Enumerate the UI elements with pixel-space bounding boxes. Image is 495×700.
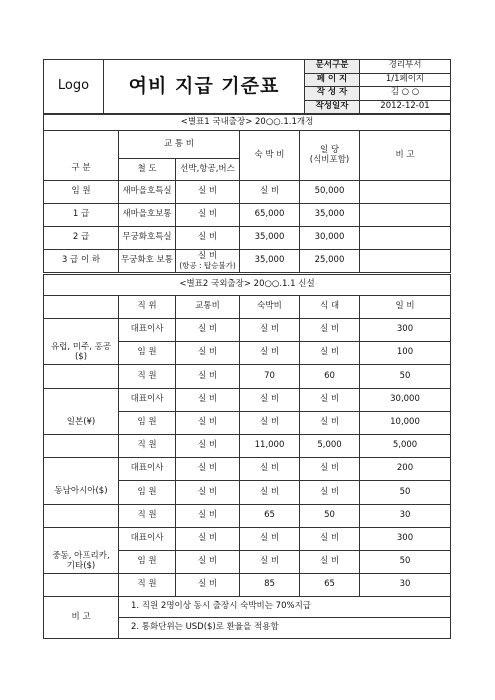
ship-air-bus-value: 실 비	[197, 209, 218, 220]
region-cell	[44, 342, 119, 365]
meal-cell: 실 비	[300, 319, 360, 342]
region-cell	[44, 550, 119, 573]
overseas-header-daily: 일 비	[360, 296, 451, 319]
position-cell: 대표이사	[119, 527, 176, 550]
notes-row	[44, 597, 451, 618]
table-row	[44, 574, 451, 597]
domestic-header-rail: 철 도	[119, 159, 176, 181]
transport-cell: 실 비	[176, 342, 240, 365]
daily-cell: 5,000	[360, 434, 451, 457]
table-row	[44, 319, 451, 342]
position-cell: 임 원	[119, 411, 176, 434]
meta-value-page: 1/1페이지	[360, 73, 451, 87]
note-cell	[360, 250, 451, 273]
grade-cell: 임 원	[44, 181, 119, 204]
grade-cell: 3 급 이 하	[44, 250, 119, 273]
domestic-header-daily-label: 일 당	[319, 144, 340, 155]
domestic-header-note: 비 고	[360, 131, 451, 181]
note-cell	[360, 181, 451, 204]
position-cell: 임 원	[119, 342, 176, 365]
table-row	[44, 481, 451, 504]
domestic-header-ship-air-bus: 선박,항공,버스	[176, 159, 240, 181]
region-cell	[44, 481, 119, 504]
table-row	[44, 181, 451, 204]
lodging-cell: 실 비	[240, 550, 300, 573]
lodging-cell: 실 비	[240, 527, 300, 550]
lodging-cell: 실 비	[240, 181, 300, 204]
table-row	[44, 434, 451, 457]
transport-cell: 실 비	[176, 434, 240, 457]
table-row	[44, 227, 451, 250]
meal-cell: 5,000	[300, 434, 360, 457]
note-cell	[360, 227, 451, 250]
table-row	[44, 504, 451, 527]
position-cell: 대표이사	[119, 458, 176, 481]
lodging-cell: 실 비	[240, 481, 300, 504]
region-name: 유럽, 미주, 홍공($)	[50, 342, 112, 363]
overseas-header-meal: 식 대	[300, 296, 360, 319]
meta-value-date: 2012-12-01	[360, 100, 451, 114]
table-row	[44, 550, 451, 573]
transport-cell: 실 비	[176, 388, 240, 411]
meal-cell: 실 비	[300, 411, 360, 434]
ship-air-bus-cell	[176, 181, 240, 204]
notes-label: 비 고	[44, 597, 119, 639]
table-row	[44, 388, 451, 411]
rail-cell: 무궁화호특실	[119, 227, 176, 250]
note-text: 1. 직원 2명이상 동시 출장시 숙박비는 70%지급	[119, 597, 451, 618]
position-cell: 대표이사	[119, 319, 176, 342]
daily-cell: 30	[360, 504, 451, 527]
region-cell	[44, 527, 119, 550]
meal-cell: 60	[300, 365, 360, 388]
daily-cell: 30,000	[300, 227, 360, 250]
overseas-header-lodging: 숙박비	[240, 296, 300, 319]
region-cell	[44, 319, 119, 342]
company-logo: Logo	[44, 60, 104, 114]
ship-air-bus-cell	[176, 227, 240, 250]
domestic-header-daily	[300, 131, 360, 181]
transport-cell: 실 비	[176, 527, 240, 550]
document-header	[43, 59, 451, 114]
meal-cell: 50	[300, 504, 360, 527]
daily-cell: 30,000	[360, 388, 451, 411]
overseas-rows	[44, 319, 451, 639]
position-cell: 임 원	[119, 481, 176, 504]
ship-air-bus-cell	[176, 250, 240, 273]
meta-label-date: 작성일자	[305, 100, 360, 114]
meal-cell: 실 비	[300, 550, 360, 573]
table-row	[44, 204, 451, 227]
lodging-cell: 65	[240, 504, 300, 527]
region-cell	[44, 434, 119, 457]
ship-air-bus-value: 실 비	[197, 250, 218, 261]
lodging-cell: 85	[240, 574, 300, 597]
overseas-travel-table	[43, 274, 451, 639]
region-cell	[44, 458, 119, 481]
meta-label-author: 작 성 자	[305, 87, 360, 101]
meta-label-doc-type: 문서구분	[305, 60, 360, 74]
meta-value-author: 김 ○ ○	[360, 87, 451, 101]
position-cell: 직 원	[119, 434, 176, 457]
transport-cell: 실 비	[176, 574, 240, 597]
domestic-corner-cell	[44, 131, 119, 159]
transport-cell: 실 비	[176, 365, 240, 388]
daily-cell: 50	[360, 550, 451, 573]
daily-cell: 50,000	[300, 181, 360, 204]
table-row	[44, 342, 451, 365]
meal-cell: 65	[300, 574, 360, 597]
daily-cell: 30	[360, 574, 451, 597]
region-cell	[44, 574, 119, 597]
daily-cell: 25,000	[300, 250, 360, 273]
region-cell	[44, 504, 119, 527]
daily-cell: 10,000	[360, 411, 451, 434]
grade-cell: 1 급	[44, 204, 119, 227]
region-name: 중동, 아프리카, 기타($)	[52, 550, 110, 571]
note-cell	[360, 204, 451, 227]
table-row	[44, 250, 451, 273]
lodging-cell: 실 비	[240, 411, 300, 434]
page-title: 여비 지급 기준표	[104, 60, 305, 114]
table-row	[44, 365, 451, 388]
table-row	[44, 458, 451, 481]
lodging-cell: 실 비	[240, 458, 300, 481]
daily-cell: 100	[360, 342, 451, 365]
lodging-cell: 실 비	[240, 342, 300, 365]
note-text: 2. 통화단위는 USD($)로 환율을 적용함	[119, 618, 451, 639]
transport-cell: 실 비	[176, 319, 240, 342]
domestic-header-daily-sub: (식비포함)	[309, 154, 350, 165]
daily-cell: 300	[360, 319, 451, 342]
domestic-caption: <별표1 국내출장> 20○○.1.1개정	[44, 115, 451, 131]
region-name: 일본(¥)	[66, 416, 96, 427]
lodging-cell: 35,000	[240, 250, 300, 273]
transport-cell: 실 비	[176, 411, 240, 434]
position-cell: 직 원	[119, 574, 176, 597]
overseas-header-transport: 교통비	[176, 296, 240, 319]
transport-cell: 실 비	[176, 504, 240, 527]
position-cell: 임 원	[119, 550, 176, 573]
region-name: 동남아시아($)	[54, 486, 108, 497]
transport-cell: 실 비	[176, 458, 240, 481]
domestic-rows	[44, 181, 451, 273]
meal-cell: 실 비	[300, 527, 360, 550]
grade-cell: 2 급	[44, 227, 119, 250]
meal-cell: 실 비	[300, 388, 360, 411]
domestic-header-category: 구 분	[44, 159, 119, 181]
lodging-cell: 70	[240, 365, 300, 388]
region-cell	[44, 411, 119, 434]
table-row	[44, 527, 451, 550]
rail-cell: 새마을호보통	[119, 204, 176, 227]
daily-cell: 50	[360, 481, 451, 504]
domestic-travel-table	[43, 114, 451, 273]
lodging-cell: 실 비	[240, 319, 300, 342]
meta-value-doc-type: 경리부서	[360, 60, 451, 74]
ship-air-bus-note: (항공 : 탑승불가)	[179, 260, 236, 270]
daily-cell: 35,000	[300, 204, 360, 227]
rail-cell: 무궁화호 보통	[119, 250, 176, 273]
lodging-cell: 실 비	[240, 388, 300, 411]
daily-cell: 200	[360, 458, 451, 481]
position-cell: 대표이사	[119, 388, 176, 411]
overseas-header-position: 직 위	[119, 296, 176, 319]
region-cell	[44, 388, 119, 411]
transport-cell: 실 비	[176, 550, 240, 573]
table-row	[44, 411, 451, 434]
lodging-cell: 35,000	[240, 227, 300, 250]
domestic-header-transport: 교 통 비	[119, 131, 240, 159]
position-cell: 직 원	[119, 504, 176, 527]
overseas-caption: <별표2 국외출장> 20○○.1.1 신설	[44, 275, 451, 296]
ship-air-bus-value: 실 비	[197, 232, 218, 243]
domestic-header-lodging: 숙 박 비	[240, 131, 300, 181]
lodging-cell: 11,000	[240, 434, 300, 457]
meal-cell: 실 비	[300, 481, 360, 504]
transport-cell: 실 비	[176, 481, 240, 504]
ship-air-bus-value: 실 비	[197, 186, 218, 197]
daily-cell: 50	[360, 365, 451, 388]
region-cell	[44, 365, 119, 388]
daily-cell: 300	[360, 527, 451, 550]
meta-label-page: 페 이 지	[305, 73, 360, 87]
overseas-header-region	[44, 296, 119, 319]
rail-cell: 새마을호특실	[119, 181, 176, 204]
position-cell: 직 원	[119, 365, 176, 388]
ship-air-bus-cell	[176, 204, 240, 227]
meal-cell: 실 비	[300, 458, 360, 481]
meal-cell: 실 비	[300, 342, 360, 365]
lodging-cell: 65,000	[240, 204, 300, 227]
